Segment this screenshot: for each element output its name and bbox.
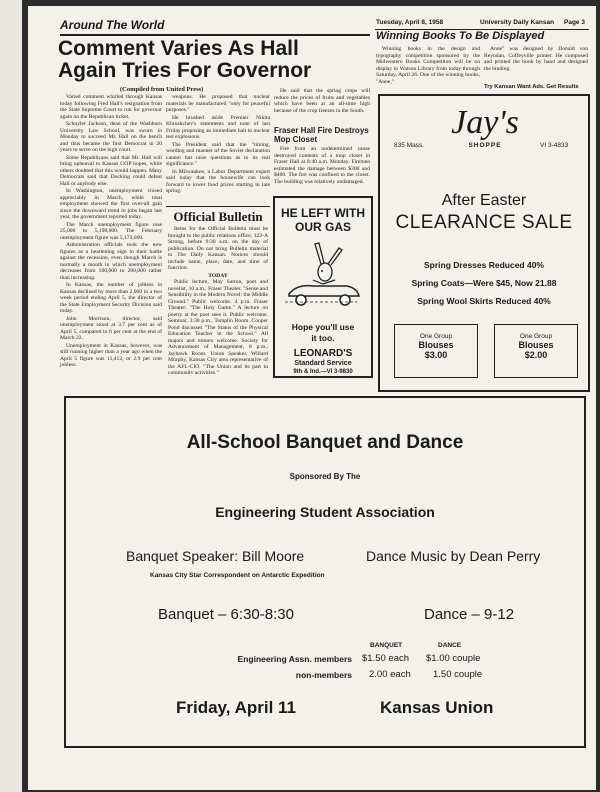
leonards-ad bbox=[273, 196, 373, 378]
group2-price: $2.00 bbox=[524, 350, 548, 360]
leonards-service: Standard Service bbox=[294, 360, 352, 367]
fire-headline: Fraser Hall Fire Destroys Mop Closet bbox=[274, 126, 369, 144]
story-paragraph: Varied comment whirled through Kansas today following Fred Hall's resignation from the State Supreme Court to run for governor again on the Republican ticket. bbox=[60, 94, 162, 120]
story-paragraph: John Morrison, director, said unemployment stood at 3.7 per cent as of April 5, compared to 6 per cent at the end of March 22. bbox=[60, 315, 162, 341]
fire-story-paragraph: Fire from an undetermined cause destroyed contents of a mop closet in Fraser Hall at 8:40 a.m. Monday. Firemen estimated the damage between $300 and $400. The fire was confined to the closet. The building was relatively undamaged. bbox=[274, 146, 370, 185]
story-paragraph: He said that the spring crops will reduce the prices of fruits and vegetables which have been at an all-time high because of the crop freezes in the South. bbox=[274, 88, 370, 114]
price-row-dance: 1.50 couple bbox=[433, 669, 483, 680]
banquet-sponsored: Sponsored By The bbox=[289, 472, 361, 481]
jays-title2: CLEARANCE SALE bbox=[395, 212, 573, 233]
price-header-banquet: BANQUET bbox=[370, 642, 403, 649]
books-col1 bbox=[376, 46, 480, 86]
story-paragraph: weapons. He proposed that nuclear materials be manufactured "only for peaceful purposes." bbox=[166, 94, 270, 113]
jays-ad bbox=[378, 94, 590, 392]
main-story-col1 bbox=[60, 94, 162, 369]
headline-line-1: Comment Varies As Hall bbox=[58, 37, 299, 60]
bulletin-box bbox=[166, 206, 270, 207]
banquet-org: Engineering Student Association bbox=[215, 504, 435, 520]
sale-line: Spring Dresses Reduced 40% bbox=[424, 260, 544, 270]
story-paragraph: In Milwaukee, a Labor Department expert said today that the housewife can look forward to lower food prices starting in late spring. bbox=[166, 168, 270, 194]
rabbit-car-illustration bbox=[283, 240, 363, 316]
section-label: Around The World bbox=[60, 18, 165, 32]
leonards-headline bbox=[275, 206, 371, 234]
story-paragraph: Administration officials took the new figures as a heartening sign in their battle against the recession, even though March is normally a month in which unemployment decreases from 100,000 to 200,000 rather than increasing. bbox=[60, 242, 162, 281]
headline-line-2: Again Tries For Governor bbox=[58, 59, 312, 82]
main-story-col3 bbox=[274, 88, 370, 124]
banquet-time: Banquet – 6:30-8:30 bbox=[158, 606, 294, 623]
dateline: Tuesday, April 8, 1958 bbox=[376, 19, 444, 26]
group1-label: One Group bbox=[419, 333, 453, 340]
books-paragraph-2: Anne" was designed by Donald von Reyndan, Coffeyville printer. He composed and printed the book by hand and designed the binding. bbox=[484, 46, 588, 72]
newspaper-page bbox=[28, 6, 596, 790]
bulletin-heading-today: TODAY bbox=[208, 272, 228, 279]
price-row-banquet: $1.50 each bbox=[362, 653, 410, 664]
bulletin-intro: Items for the Official Bulletin must be brought to the public relations office, 122-A Strong, before 9:30 a.m. on the day of publication. Do not bring Bulletin material to The Daily Kansan. Notices should include name, place, date, and time of function. bbox=[168, 226, 268, 271]
jays-logo-sub: SHOPPE bbox=[468, 142, 502, 149]
story-paragraph: The March unemployment figure rose 25,000 to 5,198,000. The February unemployment figure was 5,173,000. bbox=[60, 221, 162, 241]
jays-address: 835 Mass. bbox=[394, 142, 424, 149]
group1-item: Blouses bbox=[418, 340, 454, 350]
jays-sale-lines bbox=[380, 256, 588, 310]
dance-time: Dance – 9-12 bbox=[424, 606, 515, 623]
books-col2 bbox=[484, 46, 588, 82]
story-paragraph: Some Republicans said that Mr. Hall will bring upheaval to Kansas GOP hopes, while others doubted that this would happen. Many Democrats said that Docking could defeat Hall or anybody else. bbox=[60, 154, 162, 187]
price-header-dance: DANCE bbox=[438, 642, 462, 649]
leonards-address: 9th & Ind.—VI 3-9830 bbox=[293, 369, 353, 375]
leonards-line1: HE LEFT WITH bbox=[281, 206, 365, 220]
story-paragraph: The President said that the "timing, wording and manner of the Soviet declaration cannot but raise questions as to its real significance." bbox=[166, 141, 270, 167]
bulletin-title: Official Bulletin bbox=[173, 209, 263, 224]
header-rule-left bbox=[60, 34, 370, 36]
blouses-group-1 bbox=[394, 324, 478, 378]
banquet-title: All-School Banquet and Dance bbox=[186, 432, 464, 453]
blouses-group-2 bbox=[494, 324, 578, 378]
sale-line: Spring Wool Skirts Reduced 40% bbox=[417, 296, 551, 306]
books-paragraph-1: Winning books in the design and typography competition sponsored by the Midwestern Books Competition will be on display in Watson Library from today through Saturday, April 26. One of the winning books, "Anne," bbox=[376, 46, 480, 85]
price-row-dance: $1.00 couple bbox=[426, 653, 481, 664]
story-paragraph: In Washington, unemployment closed appreciably in March, while total employment showed the first over-all gain since the downward trend in jobs began last year, the government reported today. bbox=[60, 188, 162, 220]
price-row-banquet: 2.00 each bbox=[369, 669, 411, 680]
fire-story-text bbox=[274, 146, 370, 194]
jays-logo: Jay's bbox=[451, 104, 519, 141]
group1-price: $3.00 bbox=[424, 350, 448, 360]
page-number: Page 3 bbox=[564, 19, 585, 26]
leonards-name: LEONARD'S bbox=[293, 348, 353, 359]
story-paragraph: In Kansas, the number of jobless in Kansas declined by more than 2,000 in a two week period ending April 5, the director of the State Employment Security Division said today. bbox=[60, 282, 162, 314]
price-row-label: Engineering Assn. members bbox=[237, 654, 352, 664]
sale-line: Spring Coats—Were $45, Now 21.88 bbox=[411, 278, 557, 288]
banquet-speaker: Banquet Speaker: Bill Moore bbox=[126, 548, 305, 564]
banquet-music: Dance Music by Dean Perry bbox=[366, 548, 541, 564]
bulletin-today-text: Public lecture, May Sarton, poet and novelist, 10 a.m., Fraser Theater. "Sense and Sensibility in the Modern Novel: the Middle Ground." Public welcome. 4 p.m. Fraser Theater: "The Holy Game." A lecture on poetry at the poet sees it. Public welcome. Seminar, 3:30 p.m., Templin Room. Cooper Pond discusses "The Status of the Physical Education Teacher in the School." All majors and minors welcome. Society for Advancement of Management, 8 p.m., Jayhawk Room. Union Speaker, Willard Murphy, Kansas City area representative of the AFL-CIO. "The Union and its part in community activities." bbox=[168, 279, 268, 374]
story-paragraph: He brushed aside Premier Nikita Khrushchev's statements and note of last Friday proposing an immediate halt to nuclear test explosions. bbox=[166, 114, 270, 140]
leonards-tag2: it too. bbox=[311, 333, 335, 343]
story-paragraph: Schuyler Jackson, dean of the Washburn University Law School, was sworn in Monday to succeed Mr. Hall on the bench and thus became the first Democrat in 20 years to serve on the high court. bbox=[60, 121, 162, 153]
banquet-ad bbox=[64, 396, 586, 748]
main-headline bbox=[58, 38, 378, 82]
jays-title1: After Easter bbox=[441, 192, 527, 209]
leonards-tag1: Hope you'll use bbox=[291, 322, 355, 332]
paper-name: University Daily Kansan bbox=[480, 19, 555, 26]
leonards-line2: OUR GAS bbox=[294, 220, 351, 234]
group2-item: Blouses bbox=[518, 340, 554, 350]
price-row-label: non-members bbox=[295, 670, 352, 680]
speaker-note: Kansas City Star Correspondent on Antarctic Expedition bbox=[150, 572, 325, 579]
leonards-tagline bbox=[275, 322, 371, 344]
want-ads-tagline: Try Kansan Want Ads. Get Results bbox=[484, 84, 579, 90]
story-credit: (Compiled from United Press) bbox=[120, 86, 204, 93]
adjacent-page-edge bbox=[0, 0, 22, 792]
books-headline: Winning Books To Be Displayed bbox=[376, 30, 545, 42]
event-venue: Kansas Union bbox=[380, 698, 494, 717]
group2-label: One Group bbox=[519, 333, 553, 340]
main-story-col2 bbox=[166, 94, 270, 206]
jays-phone: VI 3-4833 bbox=[540, 142, 569, 149]
event-date: Friday, April 11 bbox=[176, 698, 296, 717]
bulletin-body bbox=[168, 226, 268, 374]
story-paragraph: Unemployment in Kansas, however, was still running higher than a year ago when the April 5 figure was 11,412, or 2.9 per cent jobless. bbox=[60, 342, 162, 368]
